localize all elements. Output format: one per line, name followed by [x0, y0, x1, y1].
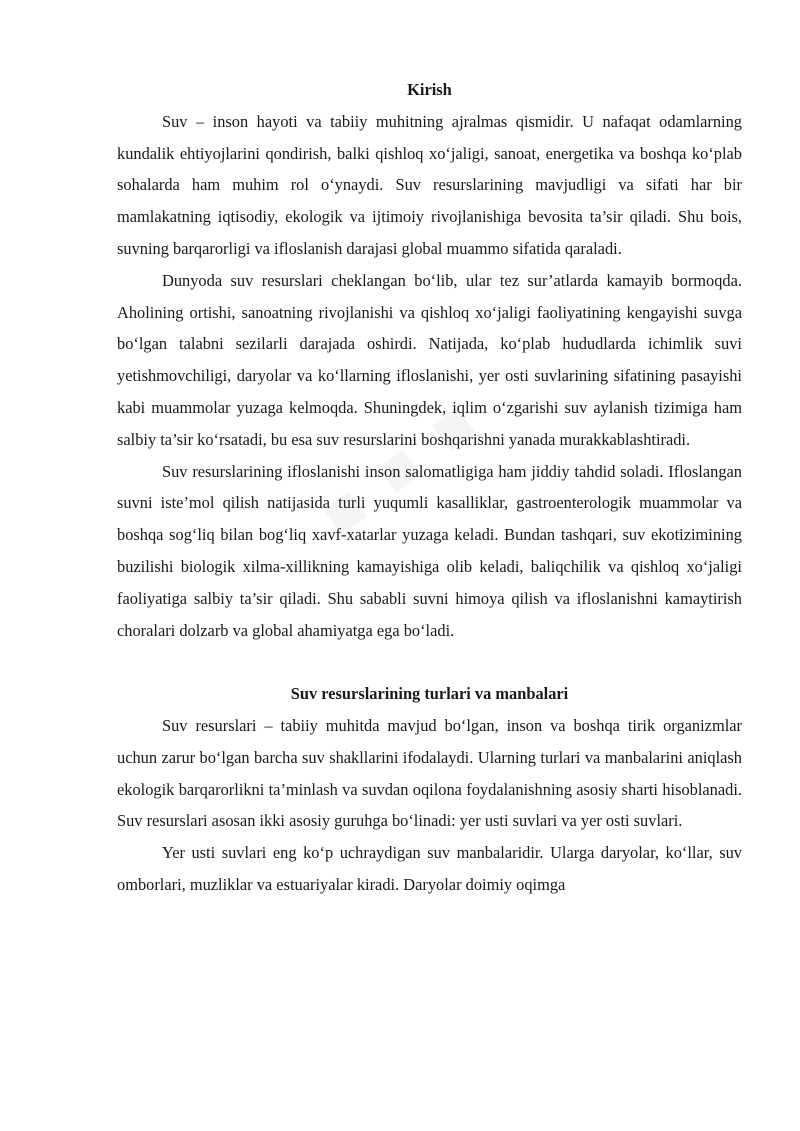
paragraph-2: Dunyoda suv resurslari cheklangan bo‘lib, ular tez sur’atlarda kamayib bormoqda. Aholining ortishi, sanoatning rivojlanishi va qishloq xo‘jaligi faoliyatining kengayishi suvga bo‘lgan talabni sezilarli darajada oshirdi. Natijada, ko‘plab hududlarda ichimlik suvi yetishmovchiligi, daryolar va ko‘llarning ifloslanishi, yer osti suvlarining sifatining pasayishi kabi muammolar yuzaga kelmoqda. Shuningdek, iqlim o‘zgarishi suv aylanish tizimiga ham salbiy ta’sir ko‘rsatadi, bu esa suv resurslarini boshqarishni yanada murakkablashtiradi. — [117, 270, 742, 449]
paragraph-1: Suv – inson hayoti va tabiiy muhitning ajralmas qismidir. U nafaqat odamlarning kundalik ehtiyojlarini qondirish, balki qishloq xo‘jaligi, sanoat, energetika va boshqa ko‘plab sohalarda ham muhim rol o‘ynaydi. Suv resurslarining mavjudligi va sifati har bir mamlakatning iqtisodiy, ekologik va ijtimoiy rivojlanishiga bevosita ta’sir qiladi. Shu bois, suvning barqarorligi va ifloslanish darajasi global muammo sifatida qaraladi. — [117, 111, 742, 258]
page-content — [117, 74, 742, 901]
paragraph-5: Yer usti suvlari eng ko‘p uchraydigan suv manbalaridir. Ularga daryolar, ko‘llar, suv omborlari, muzliklar va estuariyalar kiradi. Daryolar doimiy oqimga — [117, 843, 742, 894]
paragraph-3: Suv resurslarining ifloslanishi inson salomatligiga ham jiddiy tahdid soladi. Ifloslangan suvni iste’mol qilish natijasida turli yuqumli kasalliklar, gastroenterologik muammolar va boshqa sog‘liq bilan bog‘liq xavf-xatarlar yuzaga keladi. Bundan tashqari, suv ekotizimining buzilishi biologik xilma-xillikning kamayishiga olib keladi, baliqchilik va qishloq xo‘jaligi faoliyatiga salbiy ta’sir qiladi. Shu sababli suvni himoya qilish va ifloslanishni kamaytirish choralari dolzarb va global ahamiyatga ega bo‘ladi. — [117, 461, 742, 640]
section-spacer — [117, 646, 742, 678]
section-title-kirish: Kirish — [407, 80, 452, 99]
section-title-water-resources: Suv resurslarining turlari va manbalari — [290, 684, 569, 704]
paragraph-4: Suv resurslari – tabiiy muhitda mavjud bo‘lgan, inson va boshqa tirik organizmlar uchun zarur bo‘lgan barcha suv shakllarini ifodalaydi. Ularning turlari va manbalarini aniqlash ekologik barqarorlikni ta’minlash va suvdan oqilona foydalanishning asosiy sharti hisoblanadi. Suv resurslari asosan ikki asosiy guruhga bo‘linadi: yer usti suvlari va yer osti suvlari. — [117, 715, 742, 831]
